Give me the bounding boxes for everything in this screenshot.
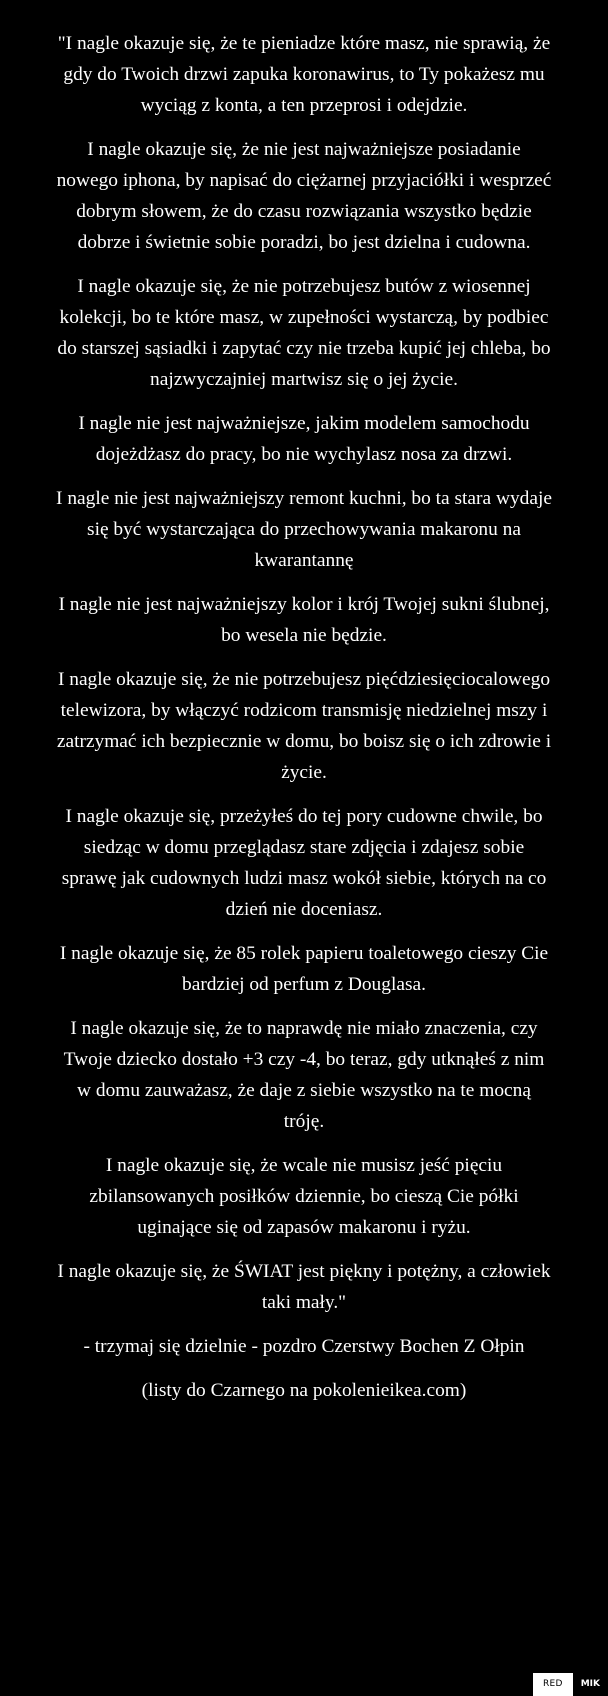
paragraph: I nagle okazuje się, że to naprawdę nie miało znaczenia, czy Twoje dziecko dostało +3 czy -4, bo teraz, gdy utknąłeś z nim w domu zauważasz, że daje z siebie wszystko na te mocną tróję. bbox=[63, 1018, 545, 1132]
paragraph: I nagle okazuje się, że nie potrzebujesz pięćdziesięciocalowego telewizora, by włączyć rodzicom transmisję niedzielnej mszy i zatrzymać ich bezpiecznie w domu, bo boisz się o ich zdrowie i życie. bbox=[56, 669, 552, 783]
paragraph: I nagle okazuje się, że nie jest najważniejsze posiadanie nowego iphona, by napisać do ciężarnej przyjaciółki i wesprzeć dobrym słowem, że do czasu rozwiązania wszystko będzie dobrze i świetnie sobie poradzi, bo jest dzielna i cudowna. bbox=[56, 139, 552, 253]
author-label: MIK bbox=[573, 1673, 608, 1696]
letter-text bbox=[56, 28, 552, 1419]
paragraph: I nagle nie jest najważniejszy remont kuchni, bo ta stara wydaje się być wystarczająca do przechowywania makaronu na kwarantannę bbox=[56, 488, 552, 571]
paragraph: I nagle okazuje się, że nie potrzebujesz butów z wiosennej kolekcji, bo te które masz, w zupełności wystarczą, by podbiec do starszej sąsiadki i zapytać czy nie trzeba kupić jej chleba, bo najzwyczajniej martwisz się o jej życie. bbox=[57, 276, 551, 390]
paragraph: "I nagle okazuje się, że te pieniadze które masz, nie sprawią, że gdy do Twoich drzwi zapuka koronawirus, to Ty pokażesz mu wyciąg z konta, a ten przeprosi i odejdzie. bbox=[57, 33, 551, 116]
paragraph: I nagle nie jest najważniejszy kolor i krój Twojej sukni ślubnej, bo wesela nie będzie. bbox=[58, 594, 550, 646]
paragraph: I nagle okazuje się, że wcale nie musisz jeść pięciu zbilansowanych posiłków dziennie, bo cieszą Cie półki uginające się od zapasów makaronu i ryżu. bbox=[89, 1155, 519, 1238]
signature: - trzymaj się dzielnie - pozdro Czerstwy Bochen Z Ołpin bbox=[83, 1336, 525, 1357]
paragraph: I nagle okazuje się, że ŚWIAT jest piękny i potężny, a człowiek taki mały." bbox=[57, 1261, 551, 1313]
watermark bbox=[533, 1673, 608, 1696]
source-note: (listy do Czarnego na pokolenieikea.com) bbox=[141, 1380, 467, 1401]
paragraph: I nagle okazuje się, przeżyłeś do tej pory cudowne chwile, bo siedząc w domu przeglądasz stare zdjęcia i zdajesz sobie sprawę jak cudownych ludzi masz wokół siebie, których na co dzień nie doceniasz. bbox=[61, 806, 547, 920]
red-badge: RED bbox=[533, 1673, 573, 1696]
paragraph: I nagle nie jest najważniejsze, jakim modelem samochodu dojeżdżasz do pracy, bo nie wychylasz nosa za drzwi. bbox=[78, 413, 530, 465]
paragraph: I nagle okazuje się, że 85 rolek papieru toaletowego cieszy Cie bardziej od perfum z Douglasa. bbox=[59, 943, 549, 995]
